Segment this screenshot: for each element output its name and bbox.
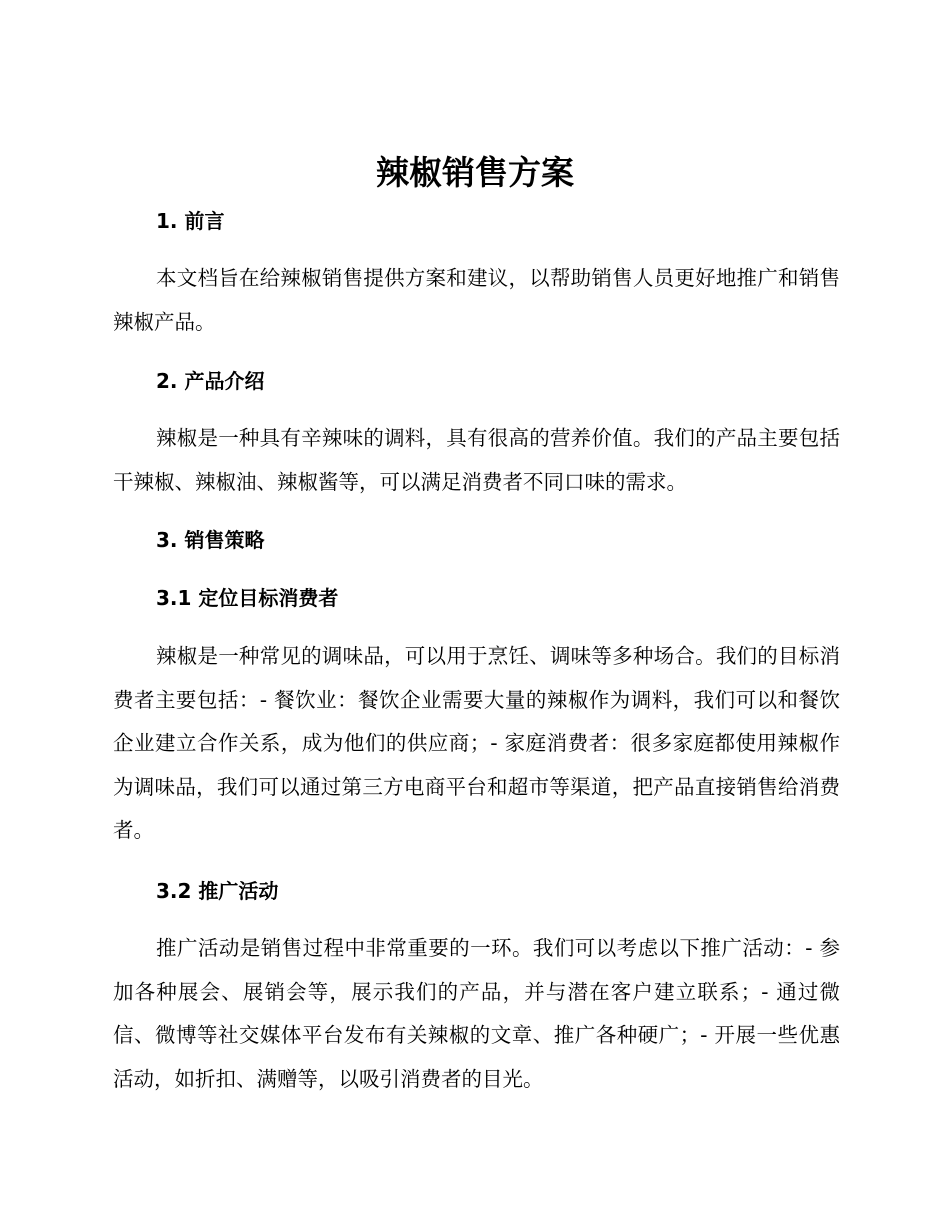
section-body-promotion: 推广活动是销售过程中非常重要的一环。我们可以考虑以下推广活动：- 参加各种展会、展销会等，展示我们的产品，并与潜在客户建立联系；- 通过微信、微博等社交媒体平台发布有关辣椒的文章、推广各种硬广；- 开展一些优惠活动，如折扣、满赠等，以吸引消费者的目光。 — [113, 936, 840, 1091]
section-heading-target-consumers: 3.1 定位目标消费者 — [156, 586, 339, 610]
section-heading-product-intro: 2. 产品介绍 — [156, 369, 265, 393]
section-heading-preface: 1. 前言 — [156, 209, 225, 233]
section-heading-promotion: 3.2 推广活动 — [156, 879, 279, 903]
section-body-target-consumers: 辣椒是一种常见的调味品，可以用于烹饪、调味等多种场合。我们的目标消费者主要包括：- 餐饮业：餐饮企业需要大量的辣椒作为调料，我们可以和餐饮企业建立合作关系，成为他们的供应商；- 家庭消费者：很多家庭都使用辣椒作为调味品，我们可以通过第三方电商平台和超市等渠道，把产品直接销售给消费者。 — [113, 644, 840, 842]
section-body-preface: 本文档旨在给辣椒销售提供方案和建议，以帮助销售人员更好地推广和销售辣椒产品。 — [113, 266, 840, 334]
section-body-product-intro: 辣椒是一种具有辛辣味的调料，具有很高的营养价值。我们的产品主要包括干辣椒、辣椒油、辣椒酱等，可以满足消费者不同口味的需求。 — [113, 426, 840, 494]
section-heading-sales-strategy: 3. 销售策略 — [156, 528, 265, 552]
document-title: 辣椒销售方案 — [376, 153, 574, 192]
